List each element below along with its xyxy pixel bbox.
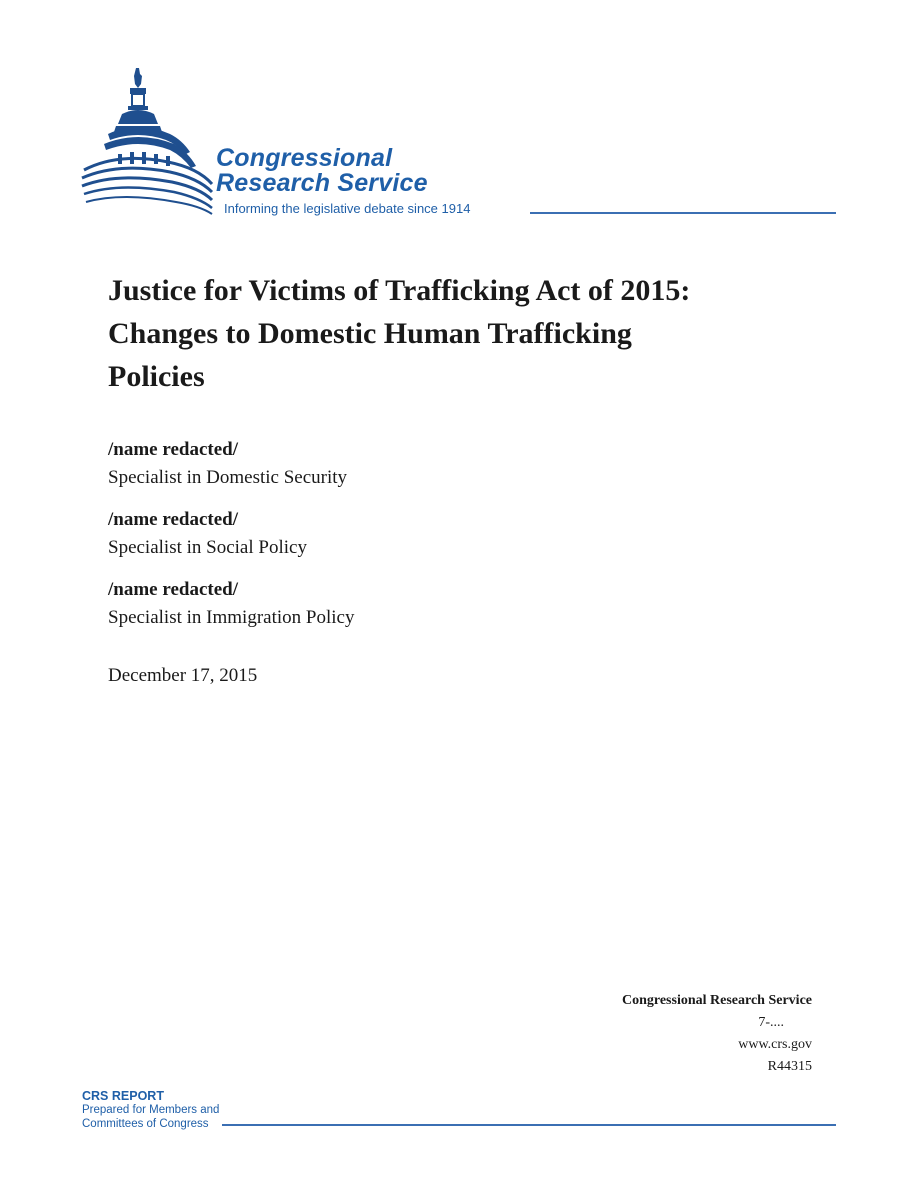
crs-logo bbox=[78, 66, 838, 224]
author-entry bbox=[108, 436, 708, 492]
report-date: December 17, 2015 bbox=[108, 665, 258, 686]
crs-organization: Congressional Research Service bbox=[621, 993, 812, 1008]
crs-contact-block bbox=[622, 990, 812, 1078]
footer-report-label: CRS REPORT bbox=[82, 1089, 164, 1103]
author-role: Specialist in Domestic Security bbox=[108, 467, 348, 488]
logo-tagline: Informing the legislative debate since 1914 bbox=[224, 201, 471, 216]
report-title bbox=[108, 269, 828, 398]
title-line-3: Policies bbox=[108, 360, 205, 393]
footer-divider bbox=[222, 1124, 836, 1126]
author-list bbox=[108, 436, 708, 646]
report-number: R44315 bbox=[767, 1059, 812, 1074]
crs-phone: 7-.... bbox=[758, 1015, 784, 1030]
title-line-2: Changes to Domestic Human Trafficking bbox=[108, 317, 632, 350]
author-name: /name redacted/ bbox=[108, 509, 238, 530]
author-entry bbox=[108, 506, 708, 562]
author-name: /name redacted/ bbox=[108, 439, 238, 460]
capitol-dome-icon bbox=[78, 66, 218, 218]
title-line-1: Justice for Victims of Trafficking Act of 2015: bbox=[108, 274, 691, 307]
logo-divider bbox=[530, 212, 836, 214]
author-role: Specialist in Social Policy bbox=[108, 537, 307, 558]
author-entry bbox=[108, 576, 708, 632]
crs-report-footer bbox=[82, 1089, 219, 1131]
footer-line-2: Committees of Congress bbox=[82, 1118, 209, 1130]
footer-line-1: Prepared for Members and bbox=[82, 1104, 220, 1116]
logo-name-line1: Congressional bbox=[216, 144, 393, 172]
crs-website-link[interactable]: www.crs.gov bbox=[738, 1037, 812, 1052]
logo-wordmark bbox=[216, 146, 428, 196]
author-name: /name redacted/ bbox=[108, 579, 238, 600]
author-role: Specialist in Immigration Policy bbox=[108, 607, 355, 628]
logo-name-line2: Research Service bbox=[216, 169, 428, 197]
